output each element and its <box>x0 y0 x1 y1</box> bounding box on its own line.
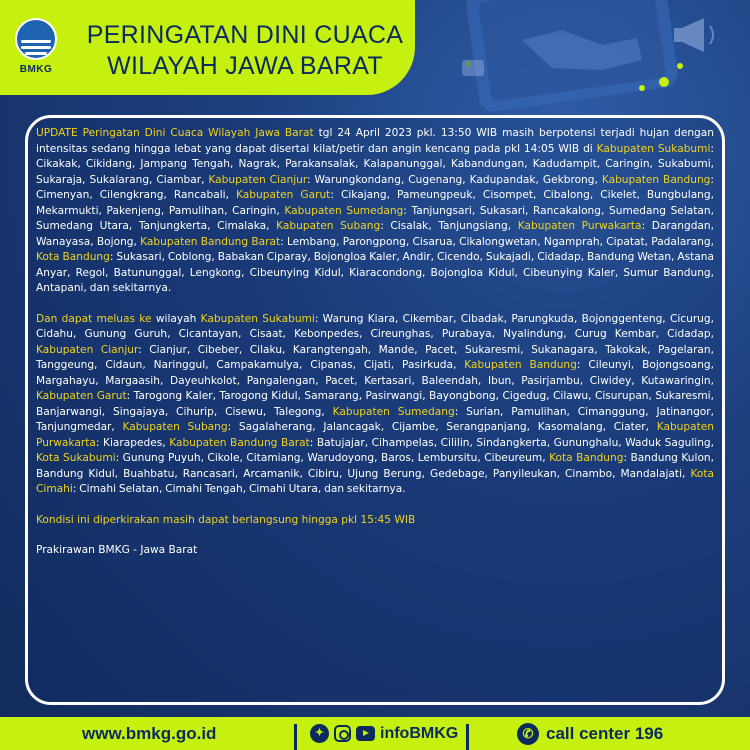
title-line-2: WILAYAH JAWA BARAT <box>107 52 383 80</box>
logo-text: BMKG <box>19 64 53 75</box>
region-highlight: Kabupaten Subang <box>276 220 381 232</box>
social-handle[interactable]: infoBMKG <box>380 724 459 742</box>
region-text: : Darangdan, Wanayasa, Bojong, <box>36 220 715 248</box>
social-media-group[interactable] <box>310 717 458 750</box>
region-highlight: Kabupaten Sumedang <box>332 405 455 418</box>
region-text: tgl 24 April 2023 pkl. 13:50 WIB masih berpotensi terjadi hujan dengan intensitas sedang hingga lebat yang dapat disertai kilat/petir dan angin kencang pada pkl 14:05 WIB di <box>36 127 714 155</box>
phone-icon[interactable]: ✆ <box>517 723 539 745</box>
region-text: : Cikajang, Pameungpeuk, Cisompet, Cibalong, Cikelet, Bungbulang, Mekarmukti, Pakenjeng, Pamulihan, Caringin, <box>36 189 714 217</box>
region-highlight: Kabupaten Purwakarta <box>36 421 714 449</box>
region-highlight: Kabupaten Bandung Barat <box>169 436 310 449</box>
region-text: : Kiarapedes, <box>95 436 170 449</box>
header-banner <box>0 0 415 95</box>
region-text: : Sukasari, Coblong, Babakan Ciparay, Bojongloa Kaler, Andir, Cicendo, Sukajadi, Cidadap, Bandung Wetan, Astana Anyar, Regol, Batununggal, Lengkong, Cibeunying Kidul, Kiaracondong, Bojongloa Kidul, Cibeunying Kaler, Sumur Bandung, Antapani, dan sekitarnya. <box>36 251 714 294</box>
warning-content-panel <box>25 115 725 705</box>
region-highlight: Kabupaten Bandung <box>464 359 577 371</box>
region-text: : Cianjur, Cibeber, Cilaku, Karangtengah, Mande, Pacet, Sukaresmi, Sukanagara, Takokak, Pagelaran, Tanggeung, Cidaun, Naringgul, Campakamulya, Cipanas, Cijati, Pasirkuda, <box>36 343 714 371</box>
region-highlight: Kabupaten Bandung Barat <box>140 235 281 248</box>
region-highlight: Kabupaten Cianjur <box>36 343 139 356</box>
footer-divider <box>466 724 469 750</box>
region-highlight: Dan dapat meluas ke <box>36 312 152 325</box>
region-text: : Gunung Puyuh, Cikole, Citamiang, Warudoyong, Baros, Lembursitu, Cibeureum, <box>115 452 550 464</box>
region-highlight: Kabupaten Sukabumi <box>596 142 711 155</box>
call-center-label[interactable]: call center 196 <box>546 723 664 743</box>
region-highlight: Kota Bandung <box>36 251 110 263</box>
region-text: : Bandung Kulon, Bandung Kidul, Buahbatu, Rancasari, Arcamanik, Cibiru, Ujung Berung, Gedebage, Panyileukan, Cinambo, Mandalajati, <box>36 452 715 480</box>
region-text: : Cisalak, Tanjungsiang, <box>380 220 518 232</box>
region-highlight: Kabupaten Cianjur <box>208 173 308 186</box>
update-paragraph <box>36 126 714 297</box>
region-text: : Sagalaherang, Jalancagak, Cijambe, Serangpanjang, Kasomalang, Ciater, <box>227 421 657 433</box>
region-text: wilayah <box>151 312 201 325</box>
title-line-1: PERINGATAN DINI CUACA <box>86 21 404 49</box>
region-highlight: Kabupaten Garut <box>236 189 331 201</box>
region-text: : Batujajar, Cihampelas, Cililin, Sindangkerta, Gununghalu, Waduk Saguling, <box>309 436 715 449</box>
region-text: : Warung Kiara, Cikembar, Cibadak, Parungkuda, Bojonggenteng, Cicurug, Cidahu, Gunung Guruh, Cicantayan, Cisaat, Kebonpedes, Cireunghas, Purabaya, Nyalindung, Curug Kembar, Cidadap, <box>36 312 714 340</box>
region-highlight: Kabupaten Sukabumi <box>200 312 315 325</box>
region-text: : Tarogong Kaler, Tarogong Kidul, Samarang, Pasirwangi, Bayongbong, Cigedug, Cilawu, Cisurupan, Sukaresmi, Banjarwangi, Singajaya, Cihurip, Cisewu, Talegong, <box>36 390 714 418</box>
condition-note: Kondisi ini diperkirakan masih dapat berlangsung hingga pkl 15:45 WIB <box>36 513 416 526</box>
instagram-icon[interactable] <box>334 725 351 742</box>
bmkg-logo <box>10 18 62 82</box>
page-title <box>85 20 405 82</box>
youtube-icon[interactable] <box>356 726 375 741</box>
region-text: : Tanjungsari, Sukasari, Rancakalong, Sumedang Selatan, Sumedang Utara, Tanjungkerta, Cimalaka, <box>36 204 714 232</box>
region-text: : Lembang, Parongpong, Cisarua, Cikalongwetan, Ngamprah, Cipatat, Padalarang, <box>280 235 714 248</box>
region-highlight: Kota Bandung <box>549 452 624 464</box>
region-highlight: Kabupaten Garut <box>36 390 127 402</box>
region-text: : Cimahi Selatan, Cimahi Tengah, Cimahi Utara, dan sekitarnya. <box>72 483 406 495</box>
expansion-paragraph <box>36 312 714 498</box>
footer-divider <box>294 724 297 750</box>
region-highlight: UPDATE Peringatan Dini Cuaca Wilayah Jawa Barat <box>36 127 314 139</box>
region-highlight: Kabupaten Sumedang <box>284 204 404 217</box>
region-highlight: Kota Sukabumi <box>36 452 116 464</box>
region-text: : Cimenyan, Cilengkrang, Rancabali, <box>36 173 714 201</box>
region-highlight: Kabupaten Bandung <box>601 173 711 186</box>
twitter-icon[interactable]: ✦ <box>310 724 329 743</box>
footer-bar <box>0 717 750 750</box>
region-text: : Warungkondang, Cugenang, Kadupandak, Gekbrong, <box>307 173 602 186</box>
bmkg-emblem-icon <box>15 18 57 60</box>
region-highlight: Kota Cimahi <box>36 467 714 495</box>
tablet-megaphone-illustration <box>402 0 732 115</box>
call-center[interactable] <box>517 717 663 750</box>
region-highlight: Kabupaten Purwakarta <box>517 220 642 232</box>
website-link[interactable]: www.bmkg.go.id <box>82 723 217 743</box>
region-text: : Cileunyi, Bojongsoang, Margahayu, Margaasih, Dayeuhkolot, Pangalengan, Pacet, Kertasari, Baleendah, Ibun, Pasirjambu, Ciwidey, Kutawaringin, <box>36 359 715 387</box>
region-text: : Cikakak, Cikidang, Jampang Tengah, Nagrak, Parakansalak, Kalapanunggal, Kabandungan, Kadudampit, Caringin, Sukabumi, Sukaraja, Sukalarang, Ciambar, <box>36 142 714 186</box>
region-highlight: Kabupaten Subang <box>122 421 228 433</box>
forecaster-signature: Prakirawan BMKG - Jawa Barat <box>36 544 198 556</box>
region-text: : Surian, Pamulihan, Cimanggung, Jatinangor, Tanjungmedar, <box>36 405 715 433</box>
